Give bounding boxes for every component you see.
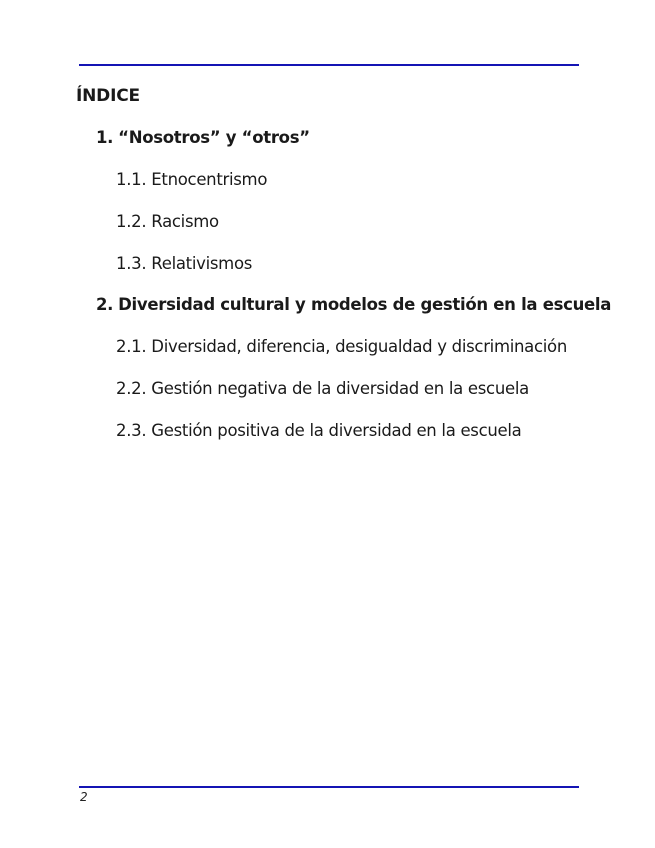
toc-entry-2-2 [116, 379, 529, 398]
toc-entry-2-3 [116, 421, 521, 440]
toc-entry-number: 2.2. [116, 379, 147, 398]
toc-entry-title: Gestión negativa de la diversidad en la escuela [151, 379, 529, 398]
toc-entry-number: 2.3. [116, 421, 147, 440]
toc-entry-title: Gestión positiva de la diversidad en la escuela [151, 421, 522, 440]
toc-entry-number: 2. [96, 295, 114, 314]
toc-entry-1-1 [116, 170, 267, 189]
footer-rule [79, 786, 579, 788]
toc-entry-number: 1.3. [116, 254, 147, 273]
toc-entry-number: 1. [96, 128, 114, 147]
toc-entry-title: Diversidad, diferencia, desigualdad y discriminación [151, 337, 567, 356]
toc-entry-1 [96, 128, 310, 147]
toc-entry-number: 1.2. [116, 212, 147, 231]
toc-heading: ÍNDICE [76, 86, 140, 106]
toc-entry-title: Diversidad cultural y modelos de gestión en la escuela [118, 295, 612, 314]
toc-entry-2-1 [116, 337, 567, 356]
header-rule [79, 64, 579, 66]
toc-entry-1-3 [116, 254, 252, 273]
toc-entry-title: Racismo [151, 212, 219, 231]
toc-entry-number: 1.1. [116, 170, 147, 189]
toc-entry-title: “Nosotros” y “otros” [118, 128, 310, 147]
toc-entry-1-2 [116, 212, 219, 231]
toc-entry-2 [96, 295, 611, 314]
page-number: 2 [80, 790, 88, 804]
toc-entry-title: Relativismos [151, 254, 253, 273]
toc-entry-title: Etnocentrismo [151, 170, 268, 189]
toc-entry-number: 2.1. [116, 337, 147, 356]
